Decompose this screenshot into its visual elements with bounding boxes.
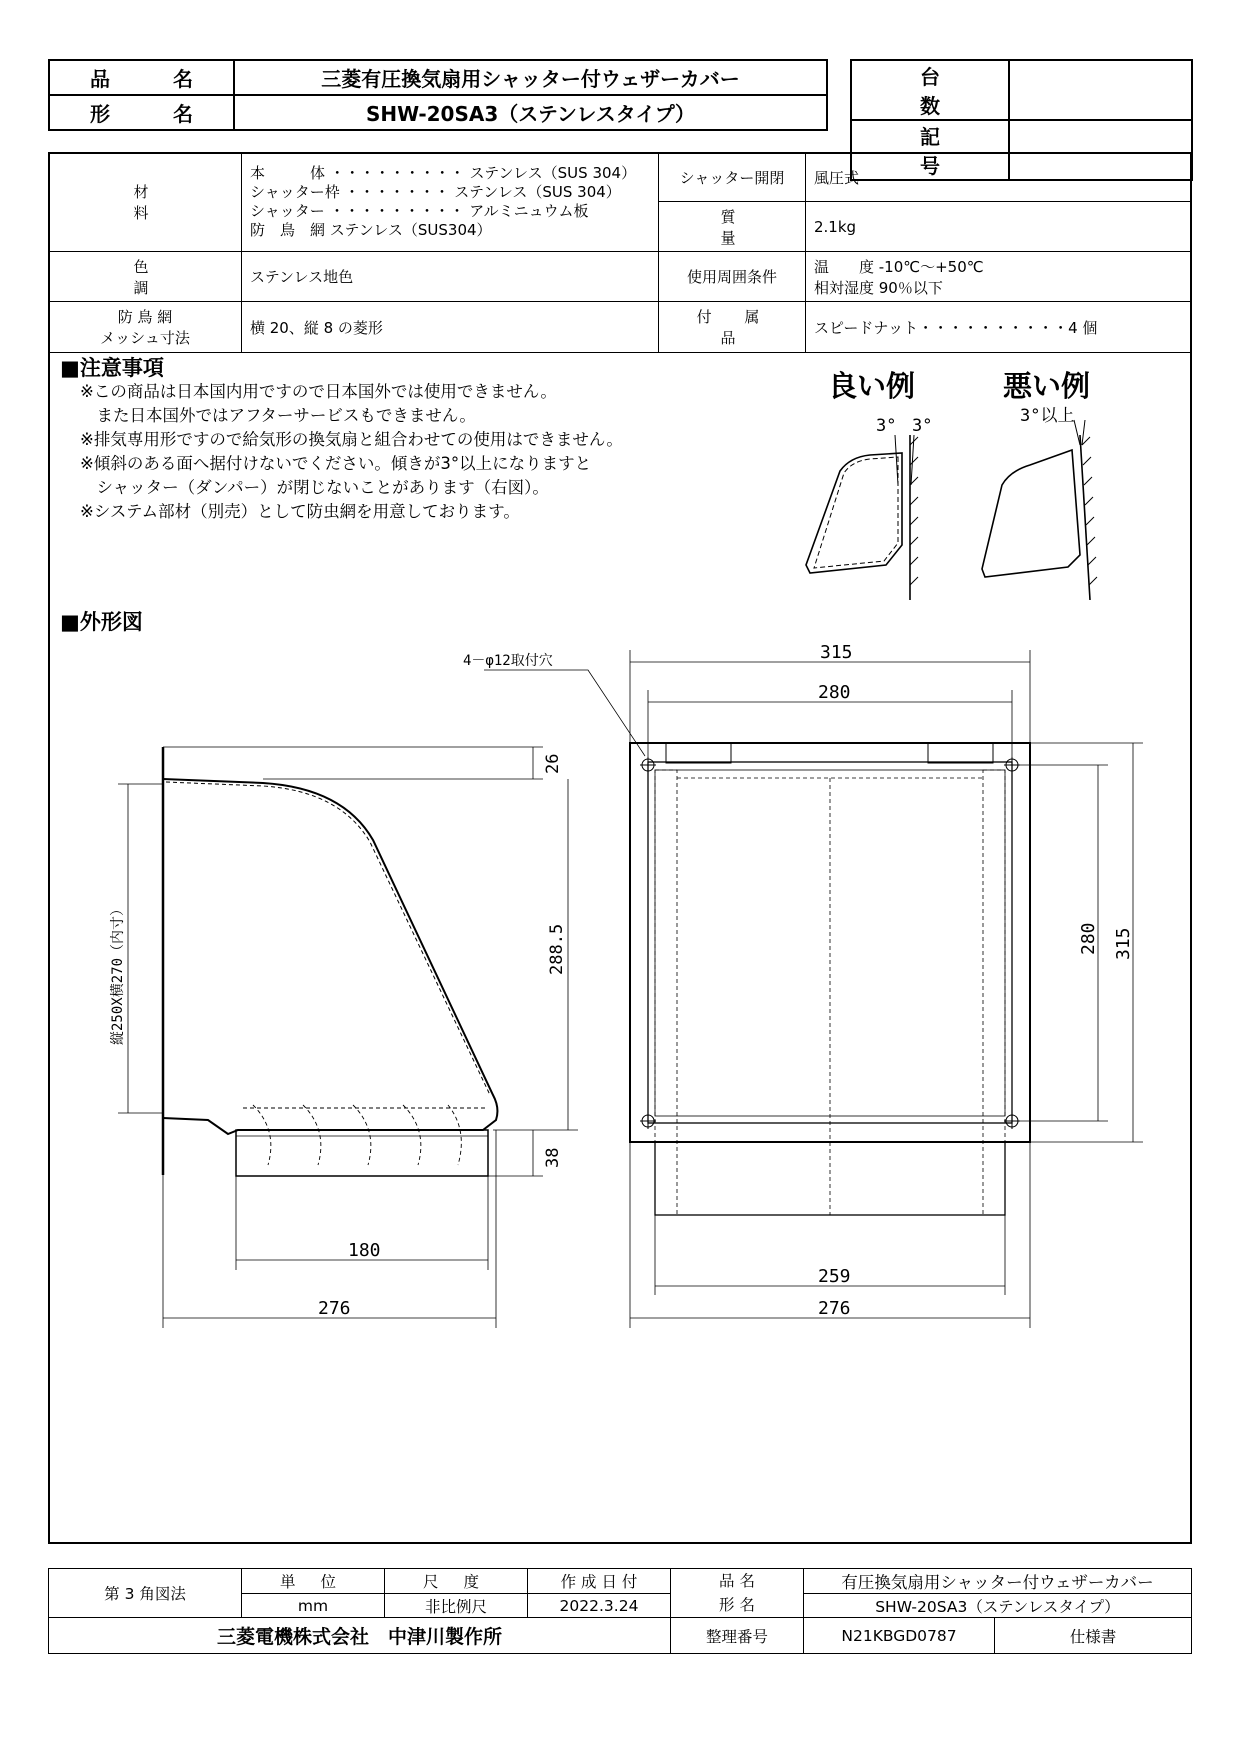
notes-heading: ■注意事項 — [60, 356, 164, 380]
material-line: 本 体 ・・・・・・・・・ ステンレス（SUS 304） — [250, 164, 637, 182]
dim-259: 259 — [818, 1266, 851, 1287]
dim-280-top: 280 — [818, 682, 851, 703]
env-label: 使用周囲条件 — [659, 252, 806, 302]
env-line1: 温 度 -10℃～+50℃ — [814, 257, 984, 276]
dim-180: 180 — [348, 1240, 381, 1261]
qty-label: 台 数 — [851, 60, 1009, 120]
good-angle-right: 3° — [912, 416, 933, 436]
bad-example-label: 悪い例 — [1003, 369, 1091, 403]
hole-note: 4－φ12取付穴 — [463, 653, 553, 669]
footer-product-label: 品 名 — [719, 1572, 755, 1590]
doc-type: 仕様書 — [995, 1618, 1192, 1654]
ref-value: N21KBGD0787 — [804, 1618, 995, 1654]
dim-280-right: 280 — [1078, 922, 1099, 955]
model-label: 形 名 — [49, 95, 234, 130]
outline-drawing — [48, 630, 1192, 1330]
color-value: ステンレス地色 — [242, 252, 659, 302]
qty-value — [1009, 60, 1192, 120]
mesh-value: 横 20、縦 8 の菱形 — [242, 302, 659, 353]
good-angle-left: 3° — [876, 416, 897, 436]
unit-value: mm — [242, 1594, 385, 1618]
date-label: 作 成 日 付 — [528, 1569, 671, 1594]
material-cell — [242, 153, 659, 252]
spec-table — [48, 152, 1192, 353]
shutter-value: 風圧式 — [806, 153, 1192, 202]
dim-38: 38 — [543, 1147, 563, 1168]
dim-276-front: 276 — [818, 1298, 851, 1319]
dim-315-top: 315 — [820, 642, 853, 663]
model-name: SHW-20SA3（ステンレスタイプ） — [234, 95, 827, 130]
unit-label: 単 位 — [242, 1569, 385, 1594]
title-block — [48, 1568, 1192, 1654]
scale-value: 非比例尺 — [385, 1594, 528, 1618]
weight-label: 質 量 — [659, 202, 806, 252]
scale-label: 尺 度 — [385, 1569, 528, 1594]
env-cell — [806, 252, 1192, 302]
note-item: ※排気専用形ですので給気形の換気扇と組合わせての使用はできません。 — [80, 430, 623, 449]
mesh-label — [49, 302, 242, 353]
inner-size: 縦250X横270（内寸） — [110, 901, 126, 1045]
note-item: ※傾斜のある面へ据付けないでください。傾きが3°以上になりますと — [80, 454, 592, 473]
weight-value: 2.1kg — [806, 202, 1192, 252]
header-table — [48, 59, 828, 131]
note-item: シャッター（ダンパー）が閉じないことがあります（右図）。 — [80, 478, 549, 497]
accessory-label: 付 属 品 — [659, 302, 806, 353]
product-model-labels — [671, 1569, 804, 1618]
company: 三菱電機株式会社 中津川製作所 — [49, 1618, 671, 1654]
note-item: また日本国外ではアフターサービスもできません。 — [80, 406, 476, 425]
note-item: ※システム部材（別売）として防虫網を用意しております。 — [80, 502, 520, 521]
bad-angle: 3°以上 — [1020, 406, 1075, 426]
accessory-value: スピードナット・・・・・・・・・・4 個 — [806, 302, 1192, 353]
material-line: シャッター枠 ・・・・・・・ ステンレス（SUS 304） — [250, 183, 621, 201]
mesh-label-line2: メッシュ寸法 — [100, 329, 190, 347]
good-example-label: 良い例 — [828, 369, 916, 403]
color-label: 色 調 — [49, 252, 242, 302]
dim-288-5: 288.5 — [547, 923, 567, 975]
product-label: 品 名 — [49, 60, 234, 95]
footer-model-name: SHW-20SA3（ステンレスタイプ） — [804, 1594, 1192, 1618]
drawing-heading: ■外形図 — [60, 610, 143, 634]
env-line2: 相対湿度 90％以下 — [814, 278, 943, 297]
notes-section — [60, 356, 760, 524]
material-line: シャッター ・・・・・・・・・ アルミニュウム板 — [250, 202, 589, 220]
ref-label: 整理番号 — [671, 1618, 804, 1654]
note-item: ※この商品は日本国内用ですので日本国外では使用できません。 — [80, 382, 557, 401]
dim-315-right: 315 — [1113, 927, 1134, 960]
footer-product-name: 有圧換気扇用シャッター付ウェザーカバー — [804, 1569, 1192, 1594]
material-label: 材 料 — [49, 153, 242, 252]
shutter-label: シャッター開閉 — [659, 153, 806, 202]
material-line: 防 鳥 網 ステンレス（SUS304） — [250, 221, 492, 239]
mesh-label-line1: 防 鳥 網 — [117, 308, 173, 326]
projection: 第 3 角図法 — [49, 1569, 242, 1618]
product-name: 三菱有圧換気扇用シャッター付ウェザーカバー — [234, 60, 827, 95]
install-angle-diagram — [790, 405, 1120, 605]
date-value: 2022.3.24 — [528, 1594, 671, 1618]
symbol-label: 記 号 — [851, 120, 1009, 180]
footer-model-label: 形 名 — [719, 1596, 755, 1614]
dim-276-side: 276 — [318, 1298, 351, 1319]
dim-26: 26 — [543, 753, 563, 774]
